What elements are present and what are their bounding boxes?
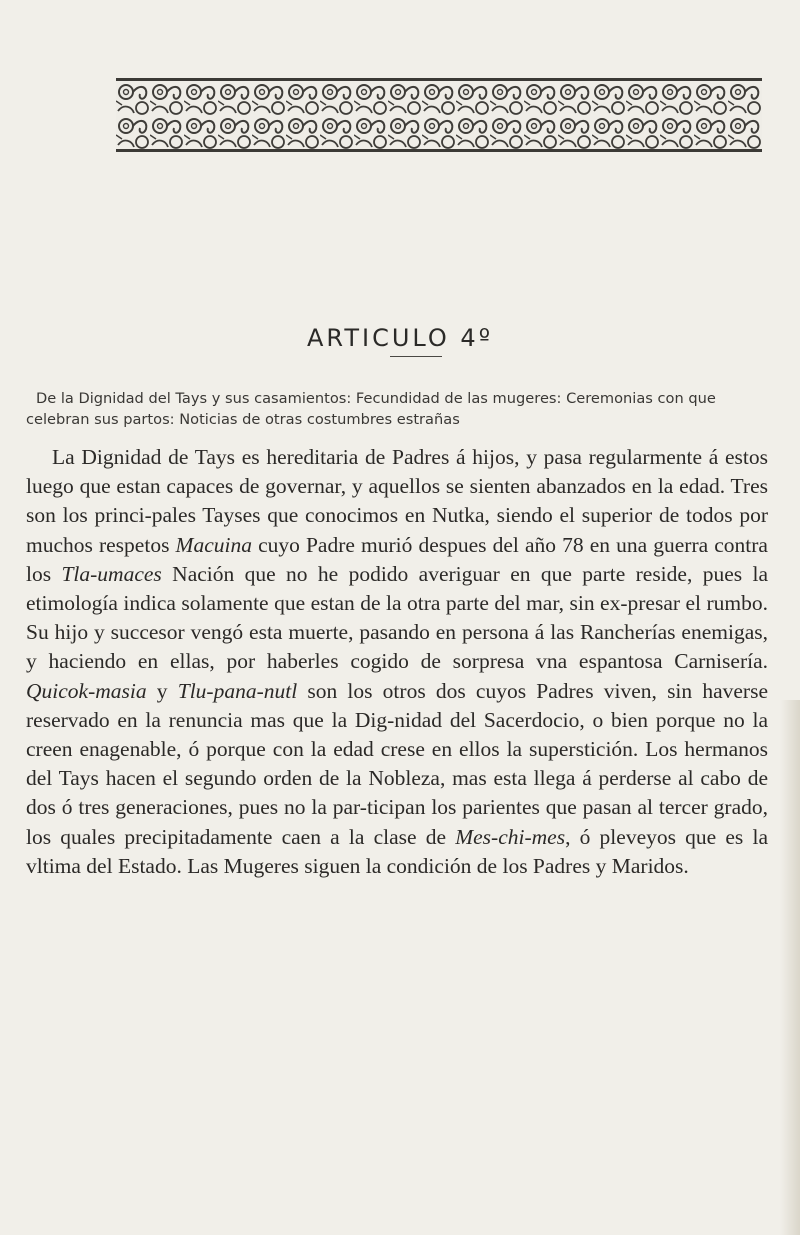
article-summary: De la Dignidad del Tays y sus casamientos: Fecundidad de las mugeres: Ceremonias con que celebran sus partos: Noticias de otras costumbres estrañas — [26, 390, 716, 428]
text-segment: La Dignidad de Tays es hereditaria de Padres á hijos, y pasa regularmente á estos luego que estan capaces de governar, y aquellos se sienten abanzados en la edad. Tres son los princi-pales Tayses que conocimos en Nutka, siendo el superior de todos por muchos respetos — [26, 445, 768, 557]
text-segment: y — [146, 678, 178, 703]
text-segment: , ó pleveyos que es la vltima del Estado. Las Mugeres siguen la condición de los Padres y Maridos. — [26, 824, 768, 878]
proper-name: Macuina — [175, 532, 252, 557]
title-underline — [390, 356, 442, 357]
proper-name: Tlu-pana-nutl — [177, 678, 298, 703]
article-paragraph — [26, 443, 768, 881]
proper-name: Quicok-masia — [26, 678, 147, 703]
text-segment: cuyo Padre murió despues del año 78 en una guerra contra los — [26, 532, 768, 586]
proper-name: Mes-chi-mes — [455, 824, 566, 849]
text-segment: son los otros dos cuyos Padres viven, sin haverse reservado en la renuncia mas que la Dig-nidad del Sacerdocio, o bien porque no la creen enagenable, ó porque con la edad crese en ellos la superstición. Los hermanos del Tays hacen el segundo orden de la Nobleza, mas esta llega á perderse al cabo de dos ó tres generaciones, pues no la par-ticipan los parientes que pasan al tercer grado, los quales precipitadamente caen a la clase de — [26, 678, 768, 849]
proper-name: Tla-umaces — [61, 561, 162, 586]
page-edge-stain — [780, 700, 800, 1235]
text-segment: Nación que no he podido averiguar en que parte reside, pues la etimología indica solamente que estan de la otra parte del mar, sin ex-presar el rumbo. Su hijo y succesor vengó esta muerte, pasando en persona á las Rancherías enemigas, y haciendo en ellas, por haberles cogido de sorpresa vna espantosa Carnisería. — [26, 561, 768, 674]
decorative-ornament-band — [116, 78, 762, 152]
article-title: ARTICULO 4º — [306, 324, 494, 352]
